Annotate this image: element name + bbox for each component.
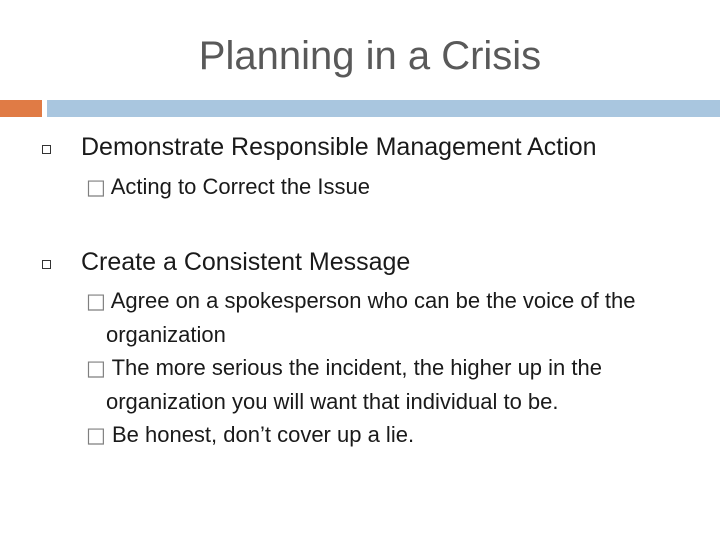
sub-bullet-icon: □ — [86, 289, 106, 313]
sub-bullet-text: The more serious the incident, the higher up in the organization you will want that individual to be. — [106, 355, 602, 414]
sub-bullet-be-honest — [86, 418, 706, 452]
accent-bar-left — [0, 100, 42, 117]
bullet-square-icon — [42, 145, 51, 154]
bullet-create-consistent-message: Create a Consistent Message — [81, 248, 411, 276]
message-sub-bullets — [86, 284, 706, 452]
sub-bullet-icon: □ — [86, 423, 106, 447]
bullet-square-icon — [42, 260, 51, 269]
sub-bullet-icon: □ — [86, 356, 106, 380]
sub-bullet-text: Acting to Correct the Issue — [110, 174, 370, 199]
sub-bullet-serious-incident — [86, 351, 706, 418]
sub-bullet-spokesperson — [86, 284, 706, 351]
accent-bar-right — [47, 100, 720, 117]
sub-bullet-text: Agree on a spokesperson who can be the voice of the organization — [106, 288, 636, 347]
sub-bullet-icon: □ — [86, 175, 106, 199]
sub-bullet-acting — [86, 170, 370, 204]
bullet-demonstrate-responsible-management: Demonstrate Responsible Management Action — [81, 133, 597, 161]
sub-bullet-text: Be honest, don’t cover up a lie. — [111, 422, 415, 447]
slide-title: Planning in a Crisis — [198, 34, 542, 78]
